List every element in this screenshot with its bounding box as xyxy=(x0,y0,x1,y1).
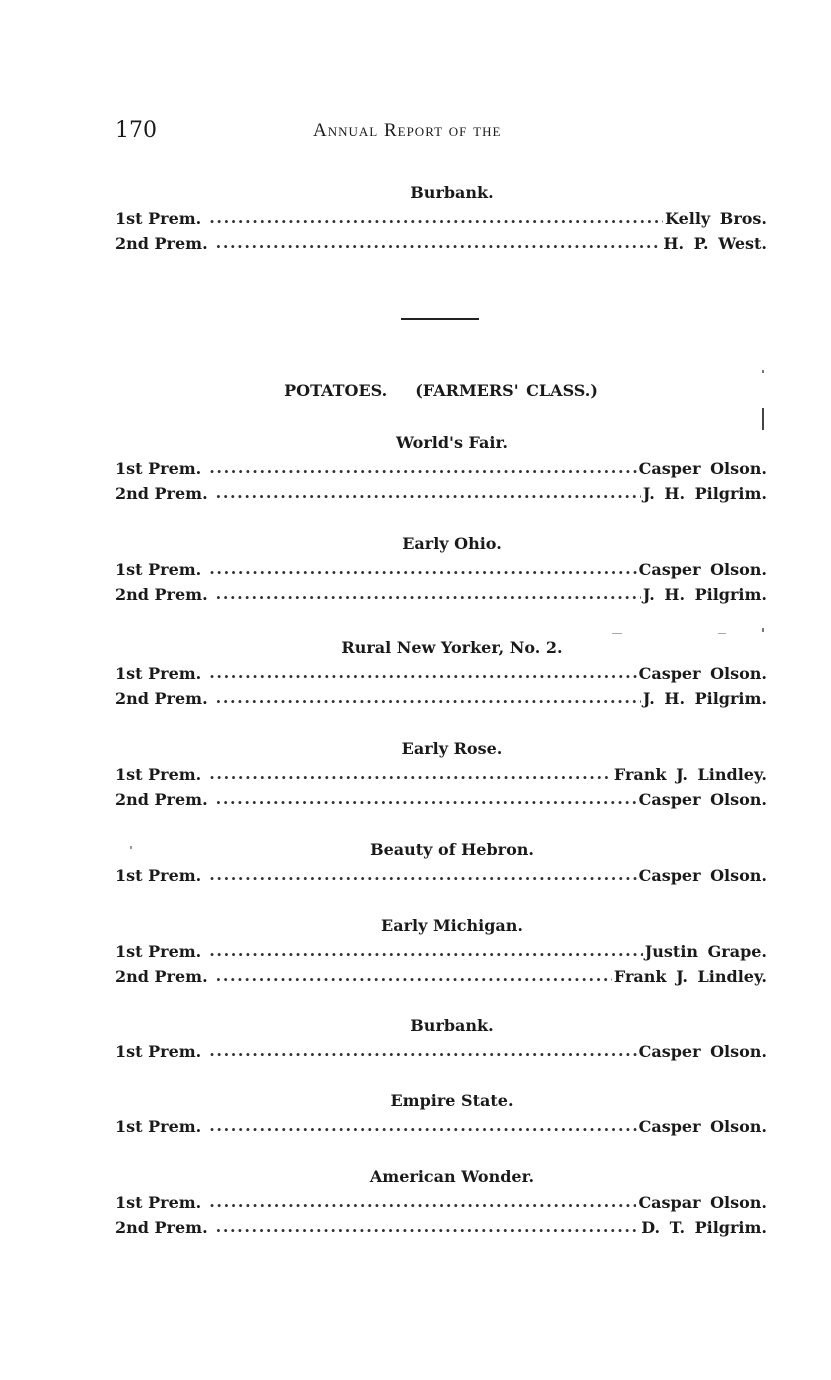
premium-entry xyxy=(115,582,767,607)
dot-leader xyxy=(216,963,612,988)
winner-name: Casper Olson. xyxy=(638,459,767,478)
running-head: Annual Report of the xyxy=(313,120,502,141)
premium-label: 2nd Prem. xyxy=(115,484,208,503)
premium-label: 1st Prem. xyxy=(115,209,202,228)
page-number: 170 xyxy=(115,118,157,143)
premium-label: 1st Prem. xyxy=(115,1193,202,1212)
scan-speck xyxy=(762,370,764,373)
premium-entry xyxy=(115,863,767,888)
dot-leader xyxy=(209,862,636,887)
scan-speck xyxy=(612,633,622,634)
premium-entry xyxy=(115,481,767,506)
dot-leader xyxy=(209,761,612,786)
page-header xyxy=(115,118,765,148)
premium-entry xyxy=(115,964,767,989)
class-heading xyxy=(115,381,767,400)
premium-label: 1st Prem. xyxy=(115,560,202,579)
variety-title: Early Rose. xyxy=(401,739,503,758)
premium-label: 1st Prem. xyxy=(115,1117,202,1136)
winner-name: Frank J. Lindley. xyxy=(613,967,767,986)
variety-section xyxy=(115,914,767,989)
dot-leader xyxy=(216,786,637,811)
dot-leader xyxy=(209,660,636,685)
variety-section-burbank-top xyxy=(115,181,767,256)
winner-name: J. H. Pilgrim. xyxy=(642,484,767,503)
scan-speck xyxy=(762,628,764,632)
variety-title: World's Fair. xyxy=(396,433,508,452)
premium-entry xyxy=(115,787,767,812)
dot-leader xyxy=(209,938,642,963)
variety-section xyxy=(115,636,767,711)
winner-name: Casper Olson. xyxy=(638,664,767,683)
winner-name: Casper Olson. xyxy=(638,560,767,579)
premium-label: 1st Prem. xyxy=(115,866,202,885)
winner-name: Casper Olson. xyxy=(638,790,767,809)
premium-label: 2nd Prem. xyxy=(115,790,208,809)
variety-title: Early Michigan. xyxy=(381,916,523,935)
dot-leader xyxy=(216,230,662,255)
premium-label: 1st Prem. xyxy=(115,765,202,784)
dot-leader xyxy=(216,1214,640,1239)
dot-leader xyxy=(209,1189,636,1214)
variety-section xyxy=(115,838,767,888)
winner-name: J. H. Pilgrim. xyxy=(642,585,767,604)
dot-leader xyxy=(209,1038,636,1063)
premium-label: 2nd Prem. xyxy=(115,967,208,986)
premium-entry xyxy=(115,1039,767,1064)
variety-section xyxy=(115,1165,767,1240)
premium-entry xyxy=(115,557,767,582)
section-divider xyxy=(401,318,479,320)
scan-speck xyxy=(130,846,132,849)
premium-entry xyxy=(115,1215,767,1240)
dot-leader xyxy=(209,455,636,480)
winner-name: Casper Olson. xyxy=(638,866,767,885)
premium-label: 2nd Prem. xyxy=(115,585,208,604)
premium-label: 1st Prem. xyxy=(115,942,202,961)
dot-leader xyxy=(216,581,641,606)
winner-name: J. H. Pilgrim. xyxy=(642,689,767,708)
winner-name: H. P. West. xyxy=(663,234,767,253)
winner-name: Casper Olson. xyxy=(638,1042,767,1061)
variety-title: Early Ohio. xyxy=(402,534,502,553)
premium-entry xyxy=(115,1190,767,1215)
winner-name: Kelly Bros. xyxy=(665,209,767,228)
variety-title: Empire State. xyxy=(390,1091,514,1110)
premium-entry xyxy=(115,456,767,481)
variety-section xyxy=(115,737,767,812)
variety-title: Burbank. xyxy=(410,183,494,202)
variety-title: Beauty of Hebron. xyxy=(370,840,534,859)
winner-name: Caspar Olson. xyxy=(638,1193,767,1212)
winner-name: D. T. Pilgrim. xyxy=(641,1218,767,1237)
winner-name: Frank J. Lindley. xyxy=(613,765,767,784)
premium-label: 2nd Prem. xyxy=(115,1218,208,1237)
premium-entry xyxy=(115,206,767,231)
dot-leader xyxy=(216,480,641,505)
premium-entry xyxy=(115,1114,767,1139)
premium-entry xyxy=(115,661,767,686)
premium-entry xyxy=(115,762,767,787)
premium-entry xyxy=(115,939,767,964)
premium-label: 1st Prem. xyxy=(115,459,202,478)
variety-section xyxy=(115,1089,767,1139)
winner-name: Casper Olson. xyxy=(638,1117,767,1136)
scan-speck xyxy=(718,633,726,634)
variety-title: American Wonder. xyxy=(369,1167,535,1186)
variety-title: Burbank. xyxy=(410,1016,494,1035)
premium-label: 2nd Prem. xyxy=(115,689,208,708)
winner-name: Justin Grape. xyxy=(644,942,767,961)
variety-section xyxy=(115,532,767,607)
premium-entry xyxy=(115,686,767,711)
premium-entry xyxy=(115,231,767,256)
variety-title: Rural New Yorker, No. 2. xyxy=(341,638,563,657)
variety-section xyxy=(115,431,767,506)
premium-label: 2nd Prem. xyxy=(115,234,208,253)
class-heading-sub: (FARMERS' CLASS.) xyxy=(415,381,598,400)
premium-label: 1st Prem. xyxy=(115,1042,202,1061)
dot-leader xyxy=(209,1113,636,1138)
dot-leader xyxy=(209,205,663,230)
class-heading-main: POTATOES. xyxy=(284,381,388,400)
premium-label: 1st Prem. xyxy=(115,664,202,683)
scan-speck xyxy=(762,408,764,430)
variety-section xyxy=(115,1014,767,1064)
dot-leader xyxy=(216,685,641,710)
dot-leader xyxy=(209,556,636,581)
